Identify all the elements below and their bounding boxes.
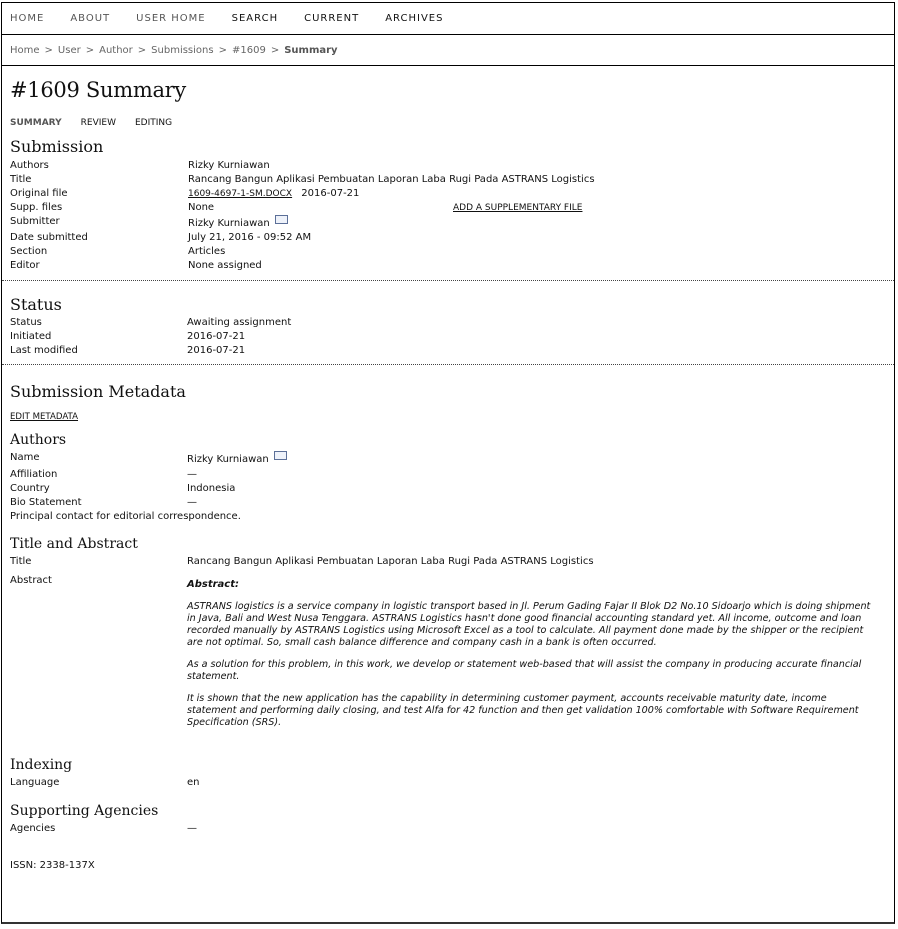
section-value: Articles [188, 246, 226, 257]
issn-footer: ISSN: 2338-137X [10, 860, 95, 871]
nav-archives[interactable]: ARCHIVES [385, 13, 444, 24]
nav-about[interactable]: ABOUT [70, 13, 111, 24]
tab-editing[interactable]: EDITING [134, 118, 173, 128]
abstract-row [10, 575, 886, 739]
metadata-authors-heading: Authors [10, 432, 67, 448]
abstract-paragraph-3: It is shown that the new application has the capability in determining customer payment, accounts receivable maturity date, income statement and performing daily closing, and test Alfa for 42 function and then get validation 100% comfortable with Software Requirement Specification (SRS). [187, 693, 859, 728]
page-title: #1609 Summary [10, 78, 186, 102]
submission-section [10, 137, 886, 273]
language-value: en [187, 777, 200, 788]
add-supplementary-file-link[interactable]: ADD A SUPPLEMENTARY FILE [453, 203, 583, 213]
breadcrumb [2, 35, 894, 66]
breadcrumb-separator: > [137, 44, 147, 56]
email-icon[interactable] [274, 451, 287, 460]
authors-label: Authors [10, 160, 49, 171]
metadata-title-label: Title [10, 556, 32, 567]
initiated-value: 2016-07-21 [187, 331, 246, 342]
submission-original-file-row [10, 187, 886, 201]
author-affiliation-row [10, 468, 886, 482]
bio-value: — [187, 497, 197, 508]
author-name-value: Rizky Kurniawan [187, 454, 269, 465]
status-section [10, 295, 886, 358]
last-modified-row [10, 344, 886, 358]
section-label: Section [10, 246, 48, 257]
nav-search[interactable]: SEARCH [231, 13, 279, 24]
affiliation-label: Affiliation [10, 469, 58, 480]
status-label: Status [10, 317, 42, 328]
submission-title-row [10, 173, 886, 187]
metadata-title-row [10, 555, 886, 569]
abstract-label: Abstract [10, 575, 52, 586]
affiliation-value: — [187, 469, 197, 480]
nav-current[interactable]: CURRENT [304, 13, 360, 24]
title-value: Rancang Bangun Aplikasi Pembuatan Laporan Laba Rugi Pada ASTRANS Logistics [188, 174, 595, 185]
section-divider [2, 280, 894, 281]
initiated-row [10, 330, 886, 344]
bio-label: Bio Statement [10, 497, 82, 508]
status-heading: Status [10, 295, 62, 314]
nav-home[interactable]: HOME [10, 13, 45, 24]
agencies-label: Agencies [10, 823, 56, 834]
breadcrumb-separator: > [85, 44, 95, 56]
breadcrumb-user[interactable]: User [57, 44, 81, 56]
submitter-value: Rizky Kurniawan [188, 218, 270, 229]
last-modified-value: 2016-07-21 [187, 345, 246, 356]
agencies-row [10, 822, 886, 836]
language-label: Language [10, 777, 60, 788]
supp-files-label: Supp. files [10, 202, 63, 213]
original-file-label: Original file [10, 188, 68, 199]
edit-metadata-link[interactable]: EDIT METADATA [10, 412, 79, 422]
author-country-row [10, 482, 886, 496]
top-nav [2, 3, 894, 35]
initiated-label: Initiated [10, 331, 52, 342]
original-file-date: 2016-07-21 [301, 188, 360, 199]
breadcrumb-author[interactable]: Author [99, 44, 133, 56]
author-bio-row [10, 496, 886, 510]
breadcrumb-submission-id[interactable]: #1609 [231, 44, 266, 56]
submission-tabs [10, 118, 886, 128]
editor-label: Editor [10, 260, 40, 271]
metadata-title-value: Rancang Bangun Aplikasi Pembuatan Laporan Laba Rugi Pada ASTRANS Logistics [187, 556, 594, 567]
metadata-section [10, 382, 886, 871]
country-label: Country [10, 483, 50, 494]
author-name-label: Name [10, 452, 40, 463]
tab-review[interactable]: REVIEW [80, 118, 116, 128]
country-value: Indonesia [187, 483, 236, 494]
metadata-heading: Submission Metadata [10, 382, 186, 401]
abstract-body [187, 575, 877, 739]
original-file-link[interactable]: 1609-4697-1-SM.DOCX [188, 189, 293, 199]
submission-section-row [10, 245, 886, 259]
submission-editor-row [10, 259, 886, 273]
agencies-value: — [187, 823, 197, 834]
submission-submitter-row [10, 215, 886, 231]
last-modified-label: Last modified [10, 345, 78, 356]
breadcrumb-submissions[interactable]: Submissions [151, 44, 214, 56]
breadcrumb-home[interactable]: Home [10, 44, 40, 56]
submission-heading: Submission [10, 137, 104, 156]
date-submitted-value: July 21, 2016 - 09:52 AM [188, 232, 312, 243]
email-icon[interactable] [275, 215, 288, 224]
status-value: Awaiting assignment [187, 317, 292, 328]
status-row [10, 316, 886, 330]
editor-value: None assigned [188, 260, 262, 271]
nav-user-home[interactable]: USER HOME [136, 13, 206, 24]
breadcrumb-separator: > [218, 44, 227, 56]
abstract-paragraph-2: As a solution for this problem, in this work, we develop or statement web-based that will assist the company in producing accurate financial statement. [187, 659, 862, 682]
main-content [2, 78, 894, 871]
principal-contact-note: Principal contact for editorial correspondence. [10, 511, 241, 522]
page-frame [1, 2, 895, 924]
submission-authors-row [10, 159, 886, 173]
abstract-heading: Abstract: [187, 579, 240, 590]
date-submitted-label: Date submitted [10, 232, 88, 243]
submitter-label: Submitter [10, 216, 60, 227]
author-name-row [10, 451, 886, 468]
title-label: Title [10, 174, 32, 185]
breadcrumb-current[interactable]: Summary [284, 44, 338, 56]
supporting-agencies-heading: Supporting Agencies [10, 803, 159, 819]
breadcrumb-separator: > [44, 44, 53, 56]
submission-date-row [10, 231, 886, 245]
breadcrumb-separator: > [270, 44, 280, 56]
title-abstract-heading: Title and Abstract [10, 536, 138, 552]
section-divider [2, 364, 894, 365]
authors-value: Rizky Kurniawan [188, 160, 270, 171]
abstract-paragraph-1: ASTRANS logistics is a service company in logistic transport based in Jl. Perum Gading Fajar II Blok D2 No.10 Sidoarjo which is doing shipment in Java, Bali and West Nusa Tenggara. ASTRANS Logistics hasn't done good financial accounting standard yet. All income, outcome and loan recorded manually by ASTRANS Logistics using Microsoft Excel as a tool to calculate. All payment done made by the shipper or the recipient are not optimal. So, small cash balance difference and company cash in a bank is often occurred. [187, 601, 871, 648]
supp-files-value: None [188, 202, 215, 213]
indexing-heading: Indexing [10, 757, 73, 773]
submission-supp-files-row [10, 201, 886, 215]
tab-summary[interactable]: SUMMARY [10, 118, 62, 128]
language-row [10, 776, 886, 790]
